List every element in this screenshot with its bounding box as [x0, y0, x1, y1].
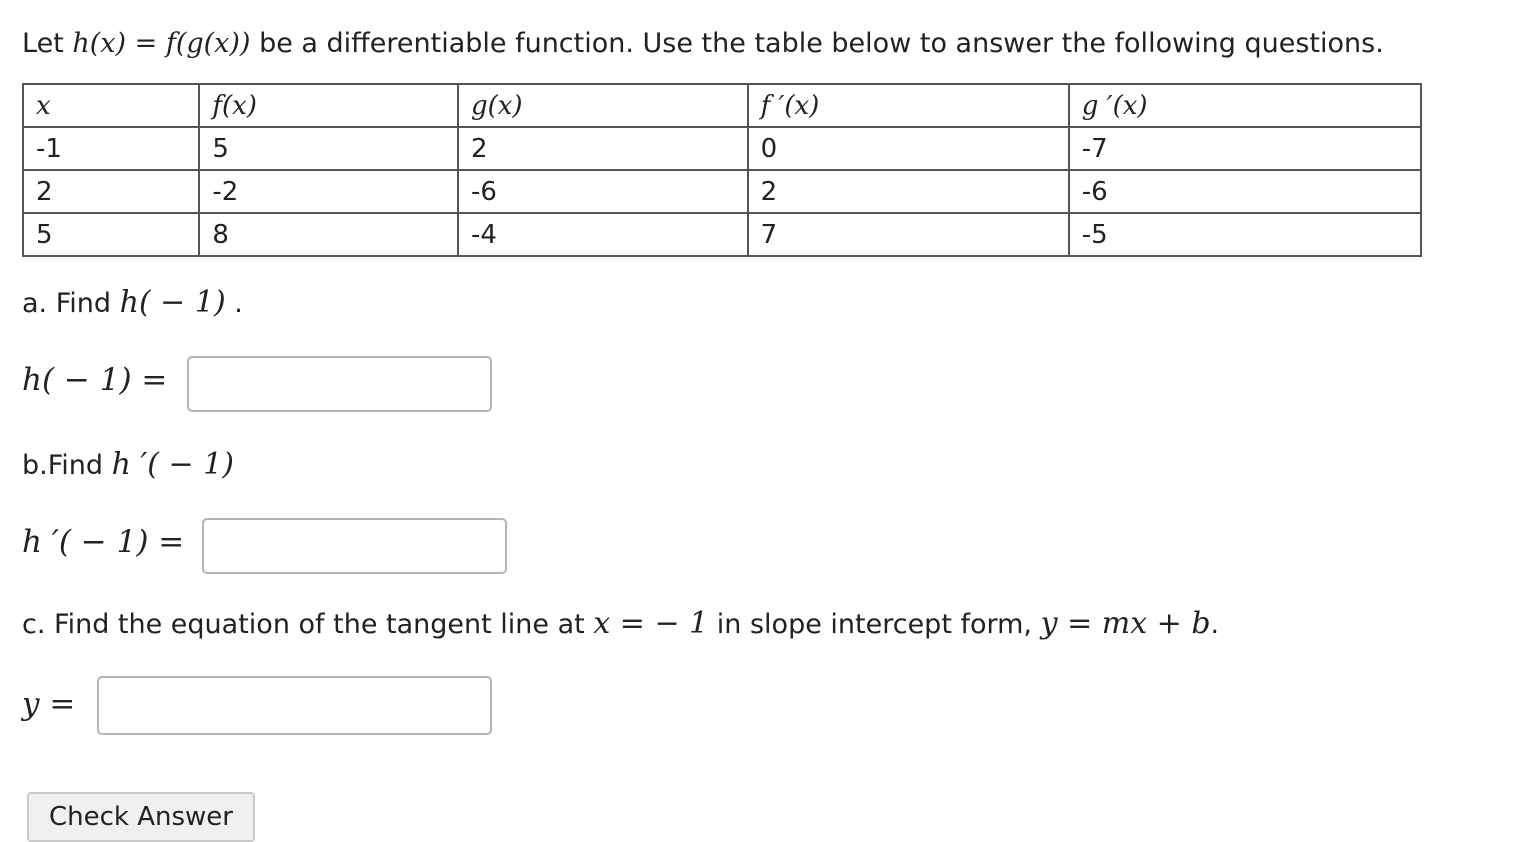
question-b-prefix: b.Find — [22, 450, 112, 481]
header-g-prime: g ′(x) — [1069, 84, 1421, 127]
question-c-prefix: c. Find the equation of the tangent line at — [22, 609, 594, 640]
table-cell: 5 — [23, 213, 199, 256]
question-c — [22, 606, 1219, 641]
check-answer-button[interactable]: Check Answer — [27, 792, 255, 842]
table-header-row — [23, 84, 1421, 127]
question-c-suffix: . — [1210, 609, 1220, 640]
question-a — [22, 285, 243, 320]
question-b-expression: h ′( − 1) — [111, 447, 234, 482]
table-cell: 2 — [748, 170, 1069, 213]
table-cell: 8 — [199, 213, 458, 256]
question-c-expression-y: y = mx + b — [1040, 606, 1211, 641]
answer-c-label: y = — [22, 686, 76, 722]
header-f-prime: f ′(x) — [748, 84, 1069, 127]
table-cell: 2 — [458, 127, 748, 170]
values-table — [22, 83, 1422, 257]
answer-a-label: h( − 1) = — [22, 362, 168, 398]
intro-expression: h(x) = f(g(x)) — [72, 28, 251, 59]
table-cell: -7 — [1069, 127, 1421, 170]
table-row — [23, 213, 1421, 256]
answer-c-input[interactable] — [97, 676, 492, 735]
question-a-suffix: . — [225, 288, 243, 319]
answer-b-input[interactable] — [202, 518, 507, 574]
question-a-expression: h( − 1) — [119, 285, 226, 320]
table-row — [23, 170, 1421, 213]
table-row — [23, 127, 1421, 170]
header-f: f(x) — [199, 84, 458, 127]
table-cell: -4 — [458, 213, 748, 256]
problem-intro — [22, 28, 1384, 59]
table-cell: 2 — [23, 170, 199, 213]
header-x: x — [23, 84, 199, 127]
question-c-expression-x: x = − 1 — [593, 606, 709, 641]
header-g: g(x) — [458, 84, 748, 127]
table-cell: 7 — [748, 213, 1069, 256]
answer-a-input[interactable] — [187, 356, 492, 412]
question-b — [22, 447, 234, 482]
table-cell: -6 — [458, 170, 748, 213]
question-a-prefix: a. Find — [22, 288, 120, 319]
table-cell: -1 — [23, 127, 199, 170]
table-cell: -6 — [1069, 170, 1421, 213]
table-cell: -5 — [1069, 213, 1421, 256]
intro-prefix: Let — [22, 28, 73, 59]
answer-b-label: h ′( − 1) = — [22, 524, 185, 560]
table-cell: -2 — [199, 170, 458, 213]
question-c-middle: in slope intercept form, — [708, 609, 1041, 640]
intro-suffix: be a differentiable function. Use the table below to answer the following questions. — [250, 28, 1384, 59]
table-cell: 0 — [748, 127, 1069, 170]
table-cell: 5 — [199, 127, 458, 170]
